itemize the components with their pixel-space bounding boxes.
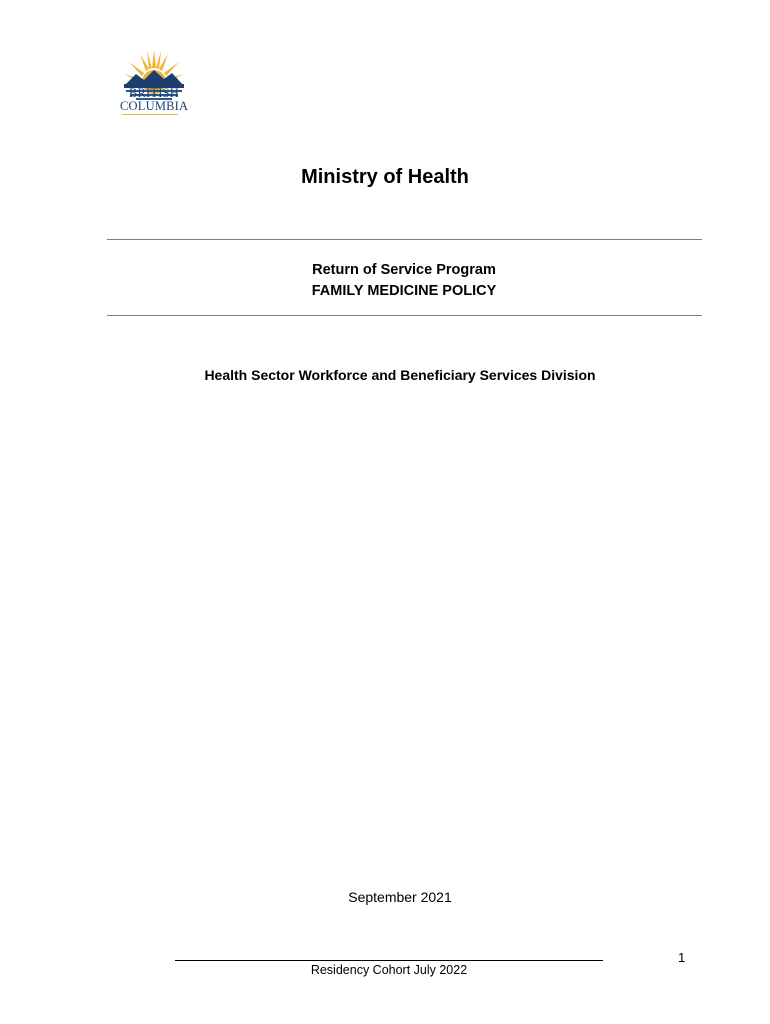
divider-top (107, 239, 702, 240)
document-date: September 2021 (348, 889, 452, 905)
page-title: Ministry of Health (301, 166, 469, 188)
footer-rule (175, 960, 603, 961)
division-name: Health Sector Workforce and Beneficiary Services Division (204, 367, 596, 383)
logo-text-line2: COLUMBIA (120, 99, 189, 113)
program-name: Return of Service Program (312, 262, 496, 278)
policy-name: FAMILY MEDICINE POLICY (311, 283, 497, 299)
page-number: 1 (678, 950, 686, 965)
logo-underline (122, 114, 178, 115)
divider-bottom (107, 315, 702, 316)
logo-text-line1: BRITISH (128, 86, 179, 100)
footer-text: Residency Cohort July 2022 (310, 963, 468, 977)
